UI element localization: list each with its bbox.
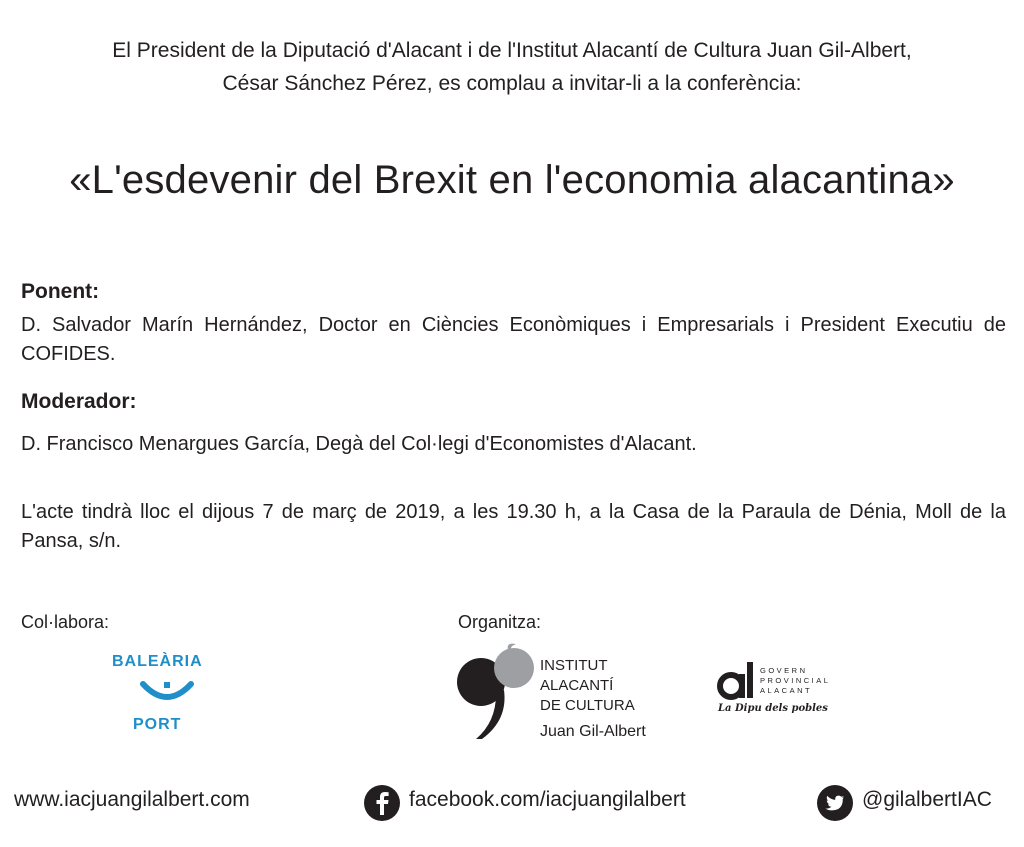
ponent-text: D. Salvador Marín Hernández, Doctor en Ciències Econòmiques i Empresarials i President Executiu de COFIDES.: [21, 314, 1006, 365]
collabora-label: Col·labora:: [21, 612, 110, 632]
facebook-icon[interactable]: [364, 785, 400, 821]
twitter-handle[interactable]: @gilalbertIAC: [862, 788, 992, 811]
govern-line-3: ALACANT: [760, 686, 813, 695]
moderador-text: D. Francisco Menargues García, Degà del Col·legi d'Economistes d'Alacant.: [21, 433, 697, 455]
facebook-link[interactable]: facebook.com/iacjuangilalbert: [409, 788, 686, 811]
dipu-tagline: La Dipu dels pobles: [718, 703, 828, 714]
conference-title: «L'esdevenir del Brexit en l'economia alacantina»: [69, 158, 955, 202]
iac-line-3: DE CULTURA: [540, 697, 635, 714]
iac-subtitle: Juan Gil-Albert: [540, 723, 646, 740]
intro-line-2: César Sánchez Pérez, es complau a invitar-li a la conferència:: [222, 72, 802, 95]
iac-comma-logo-icon: [456, 642, 538, 742]
intro-line-1: El President de la Diputació d'Alacant i de l'Institut Alacantí de Cultura Juan Gil-Albert,: [112, 39, 912, 62]
ponent-label: Ponent:: [21, 280, 100, 303]
iac-name: [540, 656, 635, 716]
govern-line-2: PROVINCIAL: [760, 676, 831, 685]
dipu-logo-icon: [716, 660, 756, 700]
facebook-glyph-icon: [364, 785, 400, 821]
twitter-icon[interactable]: [817, 785, 853, 821]
organitza-label: Organitza:: [458, 612, 542, 632]
twitter-bird-icon: [817, 785, 853, 821]
website-link[interactable]: www.iacjuangilalbert.com: [14, 788, 250, 811]
iac-line-1: INSTITUT: [540, 657, 608, 674]
balearia-smile-icon: [140, 680, 194, 706]
event-details: L'acte tindrà lloc el dijous 7 de març de 2019, a les 19.30 h, a la Casa de la Paraula de Dénia, Moll de la Pansa, s/n.: [21, 501, 1006, 552]
balearia-logo-text: BALEÀRIA: [112, 653, 203, 670]
iac-line-2: ALACANTÍ: [540, 677, 614, 694]
govern-provincial-text: [760, 666, 830, 696]
moderador-label: Moderador:: [21, 390, 137, 413]
intro-text: [0, 34, 1024, 100]
govern-line-1: GOVERN: [760, 666, 808, 675]
port-logo-text: PORT: [133, 716, 182, 733]
